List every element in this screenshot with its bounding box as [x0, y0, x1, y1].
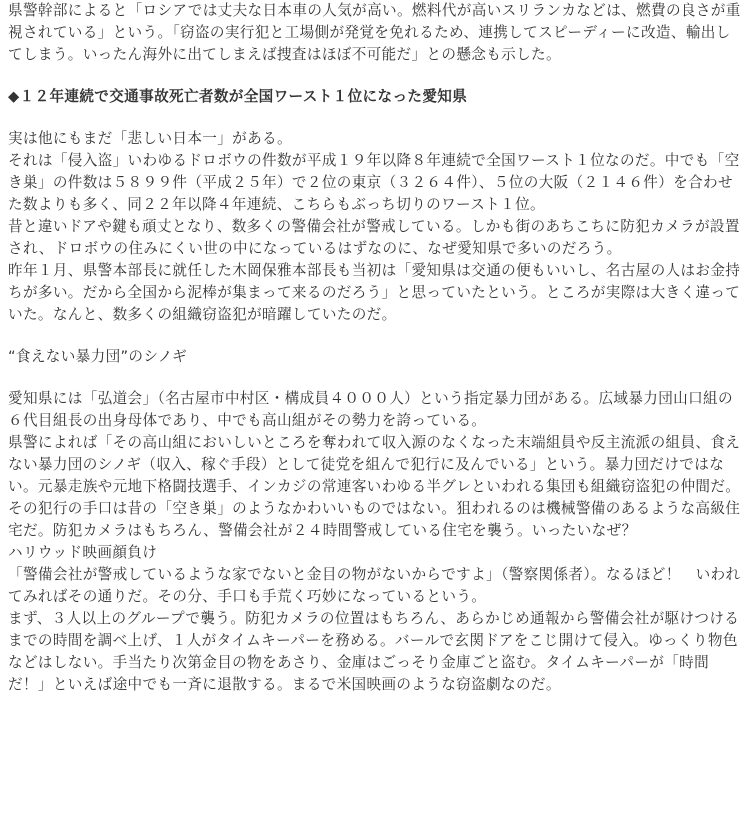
paragraph: 「警備会社が警戒しているような家でないと金目の物がないからですよ」（警察関係者）。なるほど！ いわれてみればその通りだ。その分、手口も手荒く巧妙になっているという。	[8, 566, 741, 605]
paragraph: まず、３人以上のグループで襲う。防犯カメラの位置はもちろん、あらかじめ通報から警備会社が駆けつけるまでの時間を調べ上げ、１人がタイムキーパーを務める。バールで玄関ドアをこじ開けて侵入。ゆっくり物色などはしない。手当たり次第金目の物をあさり、金庫はごっそり金庫ごと盗む。タイムキーパーが「時間だ！」といえば途中でも一斉に退散する。まるで米国映画のような窃盗劇なのだ。	[8, 610, 740, 693]
paragraph: それは「侵入盗」いわゆるドロボウの件数が平成１９年以降８年連続で全国ワースト１位なのだ。中でも「空き巣」の件数は５８９９件（平成２５年）で２位の東京（３２６４件）、５位の大阪（２１４６件）を合わせた数よりも多く、同２２年以降４年連続、こちらもぶっち切りのワースト１位。	[8, 152, 740, 213]
paragraph: 実は他にもまだ「悲しい日本一」がある。	[8, 130, 292, 147]
spacer	[8, 326, 741, 346]
subheading-line: ハリウッド映画顔負け	[8, 544, 158, 561]
paragraph: 愛知県には「弘道会」（名古屋市中村区・構成員４０００人）という指定暴力団がある。広域暴力団山口組の６代目組長の出身母体であり、中でも高山組がその勢力を誇っている。	[8, 390, 733, 429]
spacer	[8, 108, 741, 128]
paragraph: 県警幹部によると「ロシアでは丈夫な日本車の人気が高い。燃料代が高いスリランカなどは、燃費の良さが重視されている」という。「窃盗の実行犯と工場側が発覚を免れるため、連携してスピーディーに改造、輸出してしまう。いったん海外に出てしまえば捜査はほぼ不可能だ」との懸念も示した。	[8, 2, 741, 63]
paragraph: 昔と違いドアや鍵も頑丈となり、数多くの警備会社が警戒している。しかも街のあちこちに防犯カメラが設置され、ドロボウの住みにくい世の中になっているはずなのに、なぜ愛知県で多いのだろう。	[8, 218, 740, 257]
paragraph: 昨年１月、県警本部長に就任した木岡保雅本部長も当初は「愛知県は交通の便もいいし、名古屋の人はお金持ちが多い。だから全国から泥棒が集まって来るのだろう」と思っていたという。ところが実際は大きく違っていた。なんと、数多くの組織窃盗犯が暗躍していたのだ。	[8, 262, 741, 323]
spacer	[8, 66, 741, 86]
paragraph: その犯行の手口は昔の「空き巣」のようなかわいいものではない。狙われるのは機械警備のあるような高級住宅だ。防犯カメラはもちろん、警備会社が２４時間警戒している住宅を襲う。いったいなぜ？	[8, 500, 741, 539]
section-subheading: “食えない暴力団”のシノギ	[8, 348, 188, 365]
spacer	[8, 368, 741, 388]
paragraph: 県警によれば「その高山組においしいところを奪われて収入源のなくなった末端組員や反主流派の組員、食えない暴力団のシノギ（収入、稼ぐ手段）として徒党を組んで犯行に及んでいる」という。暴力団だけではない。元暴走族や元地下格闘技選手、インカジの常連客いわゆる半グレといわれる集団も組織窃盗犯の仲間だ。	[8, 434, 741, 495]
section-heading: ◆１２年連続で交通事故死亡者数が全国ワースト１位になった愛知県	[8, 88, 468, 105]
